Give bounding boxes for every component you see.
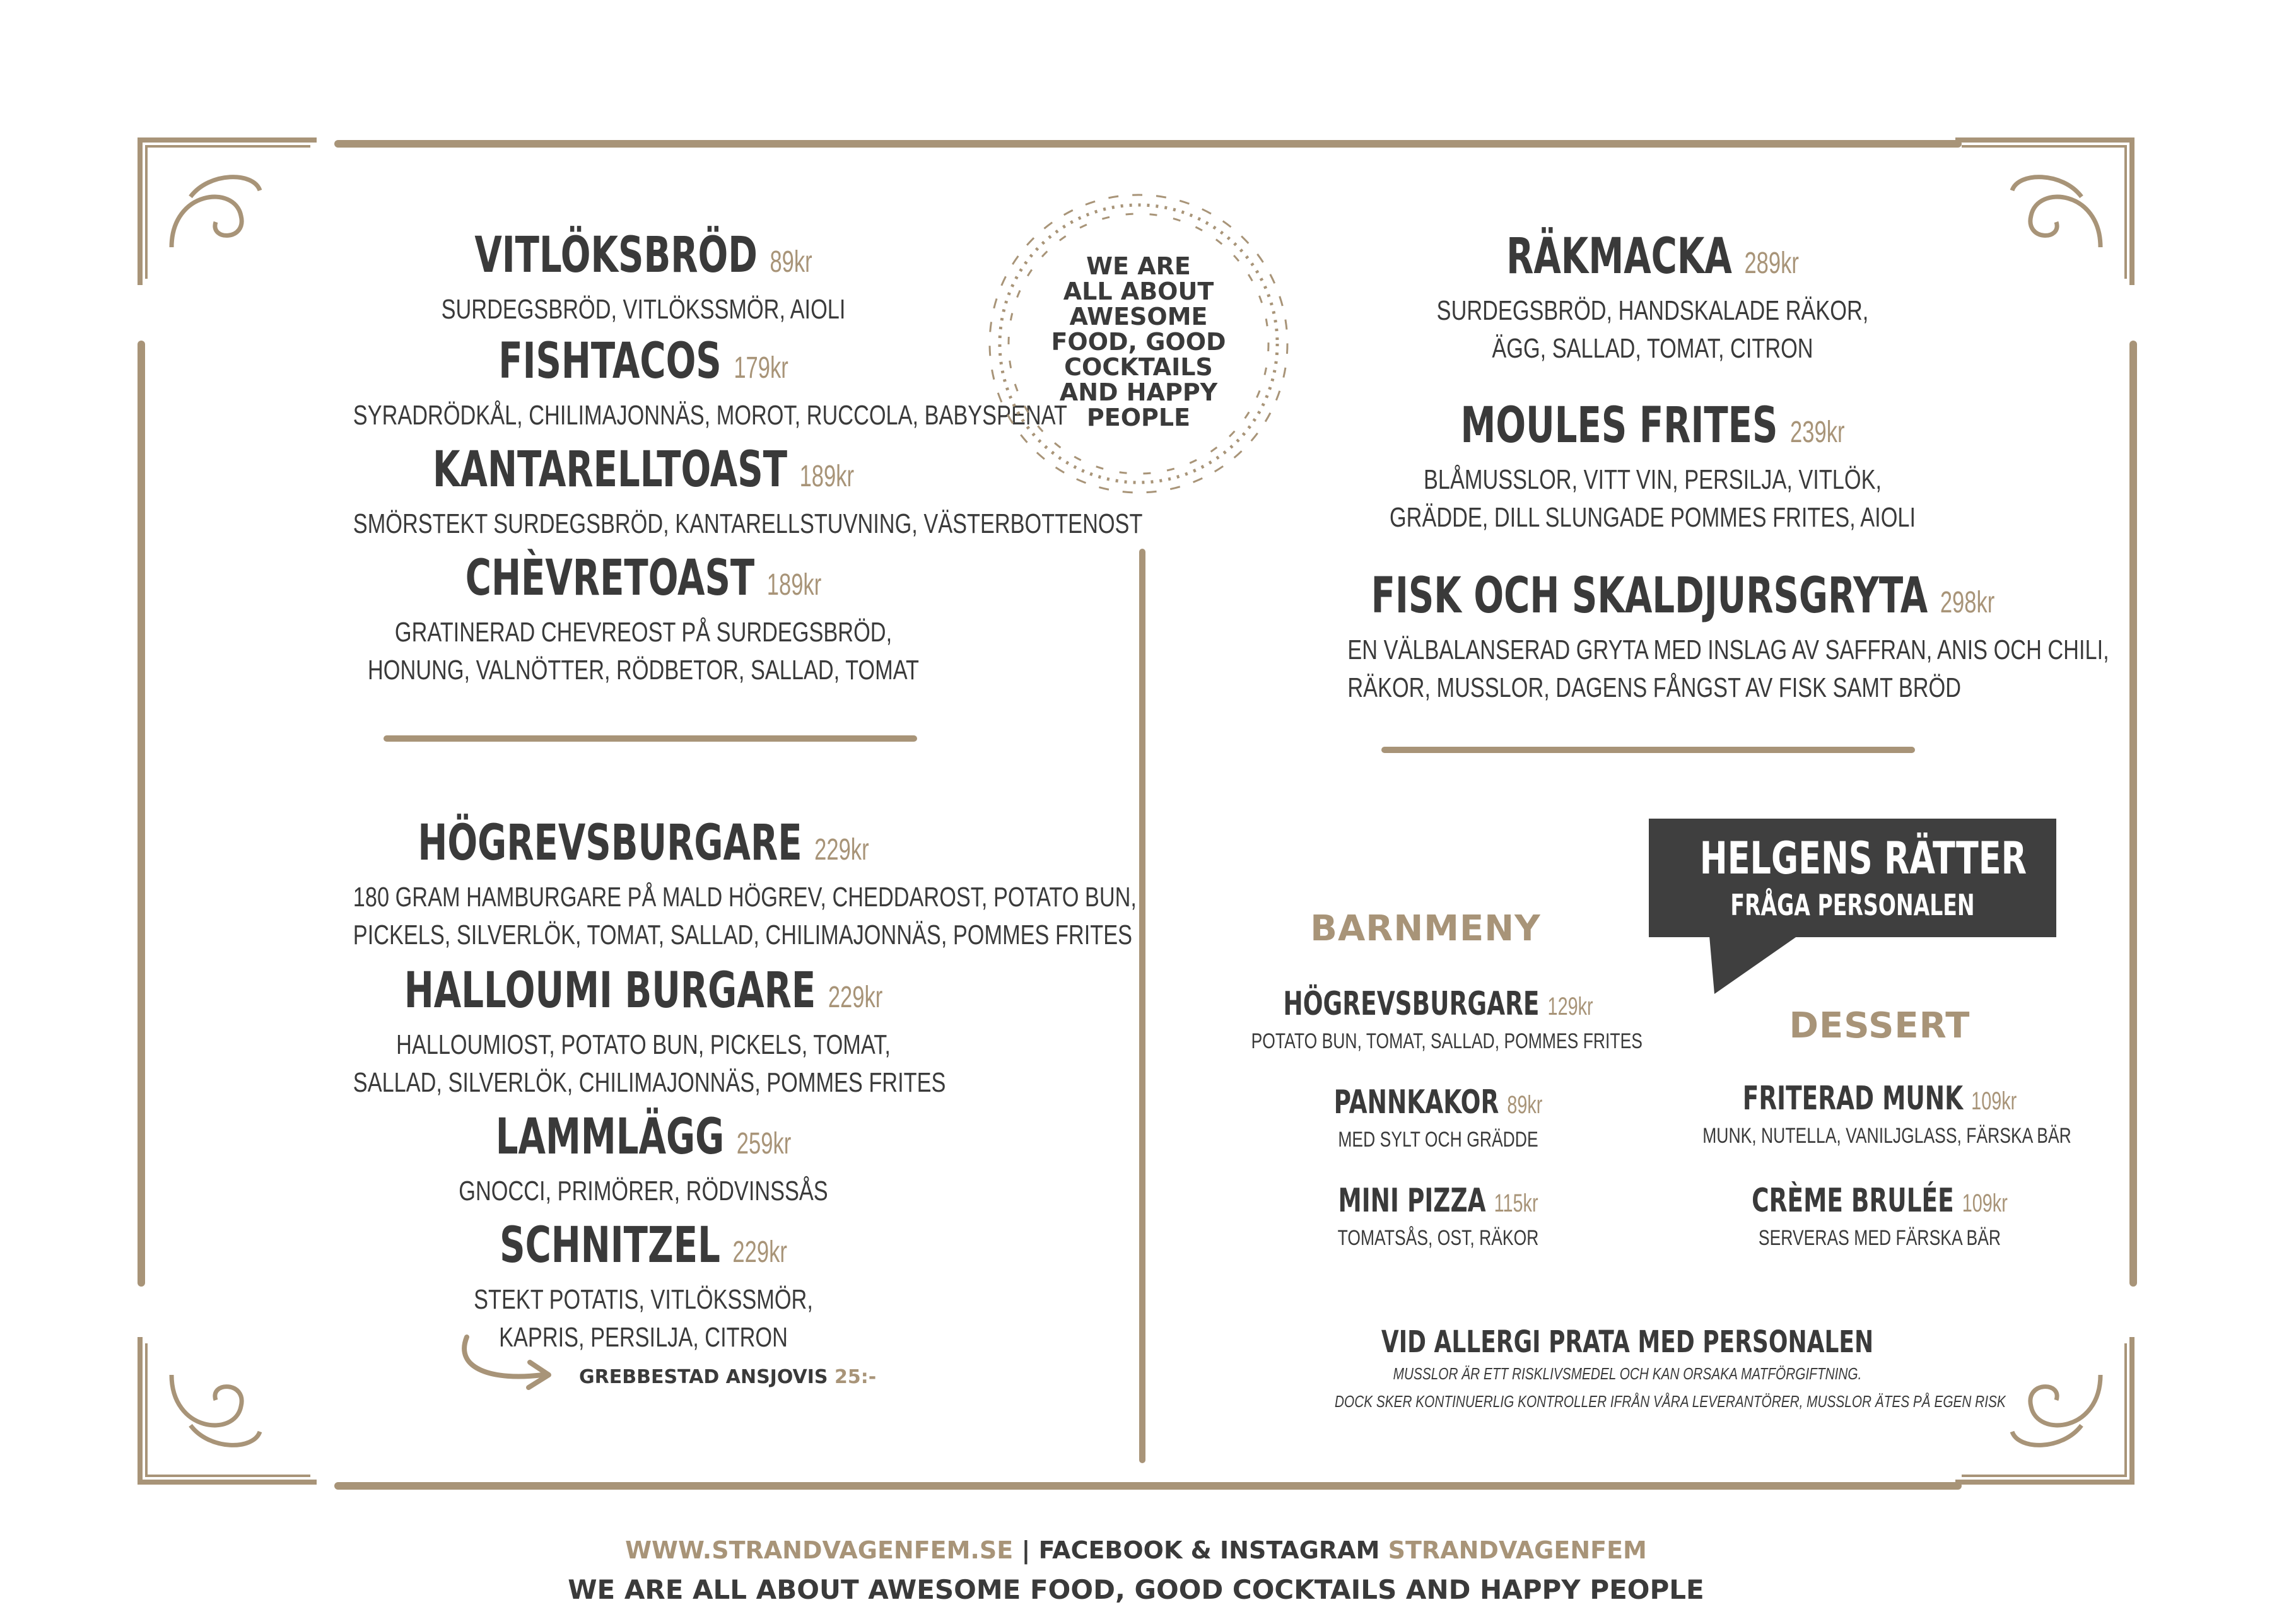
barnmeny-item-pannkakor: PANNKAKOR 89kr MED SYLT OCH GRÄDDE bbox=[1333, 1084, 1543, 1152]
allergy-line-1: MUSSLOR ÄR ETT RISKLIVSMEDEL OCH KAN ORSAKA MATFÖRGIFTNING. bbox=[1393, 1364, 1862, 1383]
footer-tagline: WE ARE ALL ABOUT AWESOME FOOD, GOOD COCKTAILS AND HAPPY PEOPLE bbox=[568, 1574, 1704, 1605]
menu-item-schnitzel: SCHNITZEL 229kr STEKT POTATIS, VITLÖKSSMÖR, KAPRIS, PERSILJA, CITRON bbox=[474, 1217, 813, 1353]
allergy-line-2: DOCK SKER KONTINUERLIG KONTROLLER IFRÅN VÅRA LEVERANTÖRER, MUSSLOR ÄTES PÅ EGEN RISK bbox=[1335, 1392, 2006, 1411]
right-border-rule bbox=[2129, 341, 2137, 1287]
bubble-subtitle: FRÅGA PERSONALEN bbox=[1730, 888, 1975, 922]
menu-item-lammlagg: LAMMLÄGG 259kr GNOCCI, PRIMÖRER, RÖDVINSSÅS bbox=[459, 1109, 828, 1206]
allergy-notice bbox=[1262, 1324, 2006, 1415]
menu-item-kantarelltoast: KANTARELLTOAST 189kr SMÖRSTEKT SURDEGSBRÖD, KANTARELLSTUVNING, VÄSTERBOTTENOST bbox=[353, 441, 1143, 539]
curved-arrow-icon bbox=[454, 1324, 561, 1394]
footer-links: WWW.STRANDVAGENFEM.SE | FACEBOOK & INSTAGRAM STRANDVAGENFEM bbox=[625, 1536, 1647, 1564]
menu-item-moules-frites: MOULES FRITES 239kr BLÅMUSSLOR, VITT VIN, PERSILJA, VITLÖK, GRÄDDE, DILL SLUNGADE POMMES FRITES, AIOLI bbox=[1389, 397, 1916, 533]
dessert-item-creme-brulee: CRÈME BRULÉE 109kr SERVERAS MED FÄRSKA BÄR bbox=[1752, 1182, 2008, 1250]
dessert-heading: DESSERT bbox=[1789, 1005, 1970, 1046]
center-divider-rule bbox=[1139, 549, 1145, 1463]
left-section-divider bbox=[384, 735, 917, 742]
menu-item-chevretoast: CHÈVRETOAST 189kr GRATINERAD CHEVREOST PÅ SURDEGSBRÖD, HONUNG, VALNÖTTER, RÖDBETOR, SALLAD, TOMAT bbox=[367, 550, 920, 686]
speech-bubble-tail bbox=[1703, 936, 1804, 999]
social-label: FACEBOOK & INSTAGRAM bbox=[1038, 1536, 1380, 1564]
social-handle-link[interactable]: STRANDVAGENFEM bbox=[1388, 1536, 1647, 1564]
menu-item-fishtacos: FISHTACOS 179kr SYRADRÖDKÅL, CHILIMAJONNÄS, MOROT, RUCCOLA, BABYSPENAT bbox=[353, 333, 1067, 431]
wreath-slogan: WE ARE ALL ABOUT AWESOME FOOD, GOOD COCKTAILS AND HAPPY PEOPLE bbox=[1051, 252, 1226, 431]
website-link[interactable]: WWW.STRANDVAGENFEM.SE bbox=[625, 1536, 1014, 1564]
menu-item-halloumi-burgare: HALLOUMI BURGARE 229kr HALLOUMIOST, POTATO BUN, PICKELS, TOMAT, SALLAD, SILVERLÖK, CHILIMAJONNÄS, POMMES FRITES bbox=[353, 962, 946, 1098]
top-border-rule bbox=[334, 140, 1962, 148]
barnmeny-item-hogrevsburgare: HÖGREVSBURGARE 129kr POTATO BUN, TOMAT, SALLAD, POMMES FRITES bbox=[1251, 985, 1643, 1053]
left-border-rule bbox=[138, 341, 145, 1287]
addon-grebbestad-ansjovis: GREBBESTAD ANSJOVIS 25:- bbox=[579, 1366, 877, 1388]
menu-item-rakmacka: RÄKMACKA 289kr SURDEGSBRÖD, HANDSKALADE RÄKOR, ÄGG, SALLAD, TOMAT, CITRON bbox=[1436, 228, 1869, 364]
dessert-item-friterad-munk: FRITERAD MUNK 109kr MUNK, NUTELLA, VANILJGLASS, FÄRSKA BÄR bbox=[1702, 1080, 2071, 1148]
menu-item-fisk-och-skaldjursgryta: FISK OCH SKALDJURSGRYTA 298kr EN VÄLBALANSERAD GRYTA MED INSLAG AV SAFFRAN, ANIS OCH CHILI, RÄKOR, MUSSLOR, DAGENS FÅNGST AV FISK SAMT BRÖD bbox=[1347, 568, 2109, 703]
allergy-heading: VID ALLERGI PRATA MED PERSONALEN bbox=[1381, 1324, 1874, 1360]
bottom-border-rule bbox=[334, 1482, 1962, 1490]
helgens-ratter-bubble bbox=[1649, 819, 2056, 937]
menu-item-vitloksbrod: VITLÖKSBRÖD 89kr SURDEGSBRÖD, VITLÖKSSMÖR, AIOLI bbox=[441, 227, 846, 325]
barnmeny-heading: BARNMENY bbox=[1310, 908, 1541, 949]
right-section-divider bbox=[1381, 747, 1915, 753]
bubble-title: HELGENS RÄTTER bbox=[1699, 832, 2027, 884]
barnmeny-item-mini-pizza: MINI PIZZA 115kr TOMATSÅS, OST, RÄKOR bbox=[1337, 1182, 1539, 1250]
menu-item-hogrevsburgare: HÖGREVSBURGARE 229kr 180 GRAM HAMBURGARE PÅ MALD HÖGREV, CHEDDAROST, POTATO BUN, PICKELS, SILVERLÖK, TOMAT, SALLAD, CHILIMAJONNÄS, POMMES FRITES bbox=[353, 815, 1137, 950]
